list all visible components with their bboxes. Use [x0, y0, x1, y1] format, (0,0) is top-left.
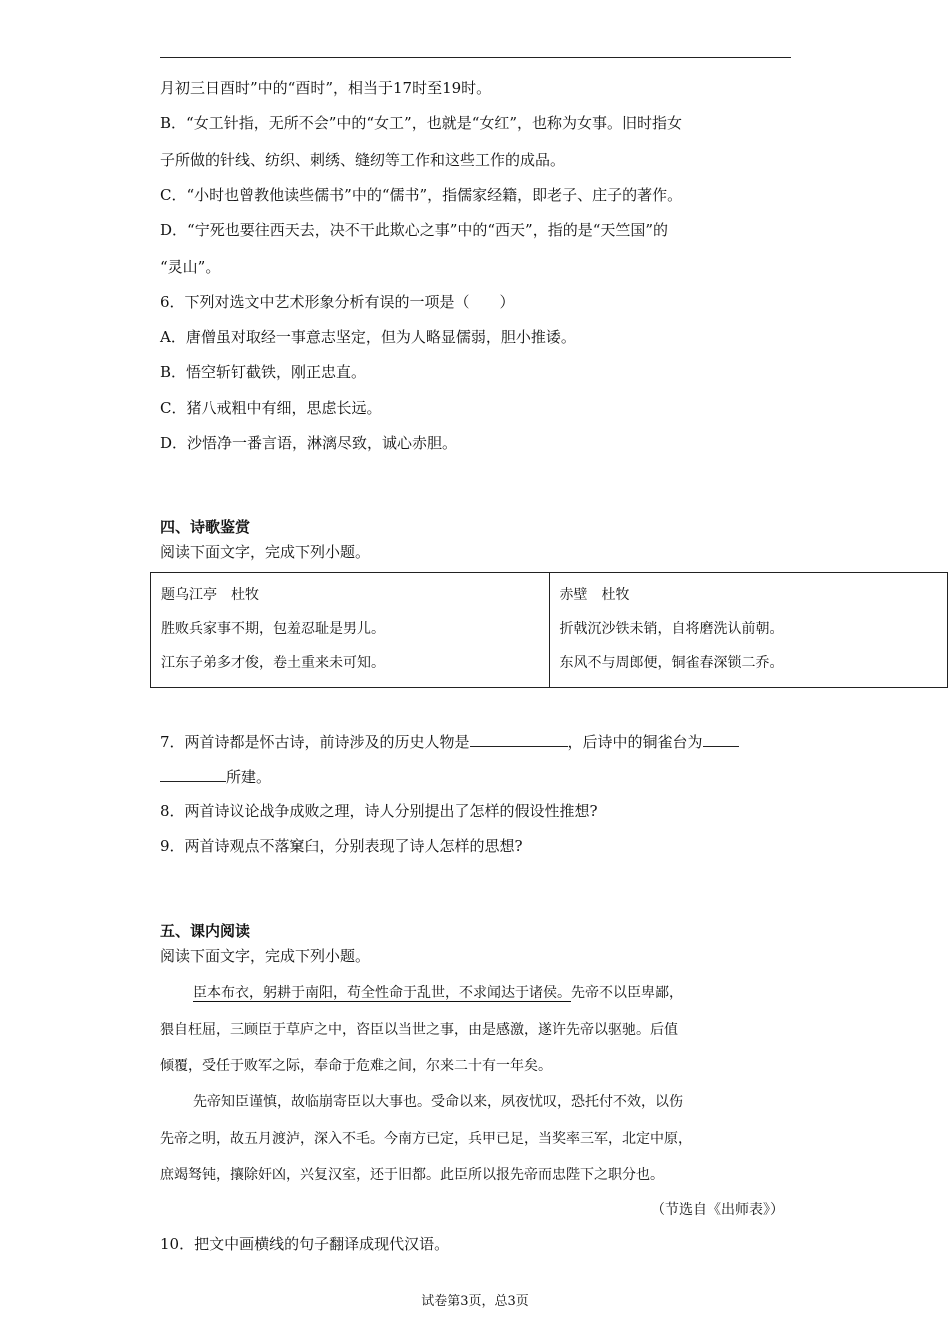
header-rule — [160, 57, 791, 58]
passage-paragraph-1-line: 倾覆，受任于败军之际，奉命于危难之间，尔来二十有一年矣。 — [160, 1058, 552, 1074]
question-6: 6．下列对选文中艺术形象分析有误的一项是（ ） — [160, 293, 515, 311]
option-b: B．“女工针指，无所不会”中的“女工”，也就是“女红”，也称为女事。旧时指女 — [160, 114, 683, 132]
question-6-option-d: D．沙悟净一番言语，淋漓尽致，诚心赤胆。 — [160, 434, 458, 452]
answer-blank[interactable] — [160, 766, 226, 782]
page-footer: 试卷第3页，总3页 — [421, 1294, 529, 1309]
poem-left-cell — [151, 573, 549, 687]
passage-text: 先帝不以臣卑鄙， — [571, 985, 683, 1001]
option-a-continuation: 月初三日酉时”中的“酉时”，相当于17时至19时。 — [160, 79, 492, 97]
poem-left-title: 题乌江亭 杜牧 — [161, 587, 259, 603]
option-d: D．“宁死也要往西天去，决不干此欺心之事”中的“西天”，指的是“天竺国”的 — [160, 221, 669, 239]
answer-blank[interactable] — [703, 731, 739, 747]
poem-right-line: 东风不与周郎便，铜雀春深锁二乔。 — [559, 655, 784, 671]
question-7-text: ，后诗中的铜雀台为 — [567, 733, 703, 751]
section-5-title: 五、课内阅读 — [160, 922, 251, 940]
question-7-text: 所建。 — [226, 768, 272, 786]
passage-source: （节选自《出师表》） — [651, 1202, 784, 1218]
question-6-option-a: A．唐僧虽对取经一事意志坚定，但为人略显儒弱，胆小推诿。 — [160, 328, 576, 346]
question-10: 10．把文中画横线的句子翻译成现代汉语。 — [160, 1235, 450, 1253]
poem-right-title: 赤壁 杜牧 — [559, 587, 630, 603]
passage-paragraph-2-line: 先帝之明，故五月渡泸，深入不毛。今南方已定，兵甲已足，当奖率三军，北定中原， — [160, 1131, 692, 1147]
poem-right-cell — [549, 573, 948, 687]
passage-paragraph-2-line: 先帝知臣谨慎，故临崩寄臣以大事也。受命以来，夙夜忧叹，恐托付不效，以伤 — [193, 1094, 683, 1110]
question-6-option-b: B．悟空斩钉截铁，刚正忠直。 — [160, 363, 367, 381]
question-8: 8．两首诗议论战争成败之理，诗人分别提出了怎样的假设性推想? — [160, 802, 598, 820]
question-7 — [160, 731, 739, 752]
section-4-intro: 阅读下面文字，完成下列小题。 — [160, 543, 371, 561]
section-4-title: 四、诗歌鉴赏 — [160, 518, 251, 536]
answer-blank[interactable] — [470, 731, 568, 747]
question-7-continuation — [160, 766, 271, 787]
option-d-continuation: “灵山”。 — [160, 258, 221, 276]
option-c: C．“小时也曾教他读些儒书”中的“儒书”，指儒家经籍，即老子、庄子的著作。 — [160, 186, 683, 204]
poem-right-line: 折戟沉沙铁未销，自将磨洗认前朝。 — [559, 621, 784, 637]
passage-paragraph-1-line — [193, 982, 683, 1002]
question-9: 9．两首诗观点不落窠臼，分别表现了诗人怎样的思想? — [160, 837, 523, 855]
section-5-intro: 阅读下面文字，完成下列小题。 — [160, 947, 371, 965]
question-6-option-c: C．猪八戒粗中有细，思虑长远。 — [160, 399, 382, 417]
poem-left-line: 胜败兵家事不期，包羞忍耻是男儿。 — [161, 621, 385, 637]
poem-table — [150, 572, 948, 688]
question-7-text: 7．两首诗都是怀古诗，前诗涉及的历史人物是 — [160, 733, 470, 751]
option-b-continuation: 子所做的针线、纺织、刺绣、缝纫等工作和这些工作的成品。 — [160, 151, 566, 169]
underlined-sentence: 臣本布衣，躬耕于南阳，苟全性命于乱世，不求闻达于诸侯。 — [193, 985, 571, 1001]
passage-paragraph-1-line: 猥自枉屈，三顾臣于草庐之中，咨臣以当世之事，由是感激，遂许先帝以驱驰。后值 — [160, 1022, 678, 1038]
poem-left-line: 江东子弟多才俊，卷土重来未可知。 — [161, 655, 385, 671]
passage-paragraph-2-line: 庶竭驽钝，攘除奸凶，兴复汉室，还于旧都。此臣所以报先帝而忠陛下之职分也。 — [160, 1167, 664, 1183]
